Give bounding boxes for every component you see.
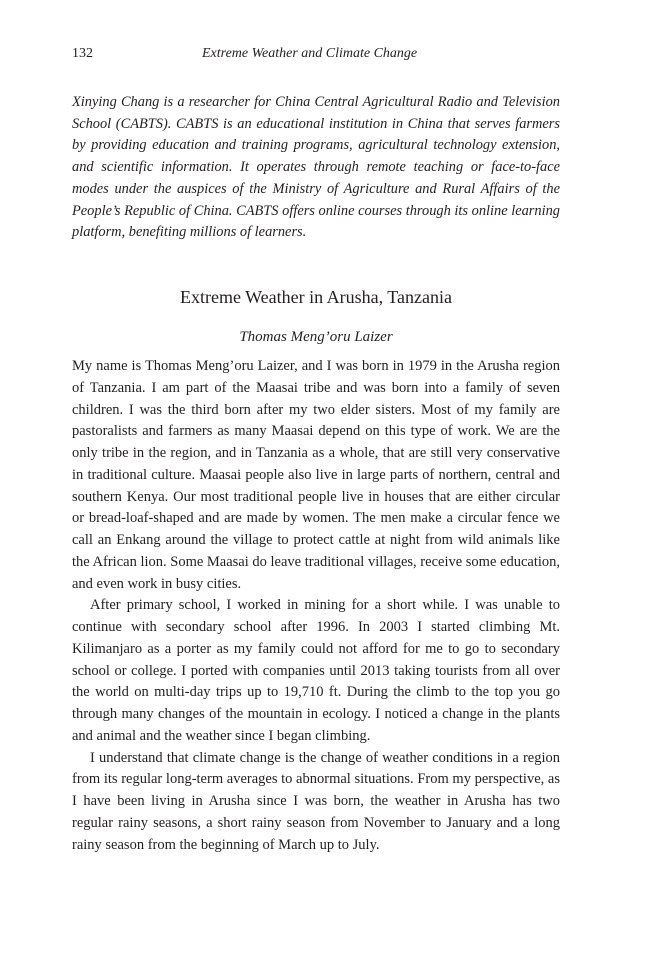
contributor-bio: Xinying Chang is a researcher for China Central Agricultural Radio and Television School (CABTS). CABTS is an educational institution in China that serves farmers by providing education and training programs, agricultural technology extension, and scientific information. It operates through remote teaching or face-to-face modes under the auspices of the Ministry of Agriculture and Rural Affairs of the People’s Republic of China. CABTS offers online courses through its online learning platform, benefiting millions of learners. (72, 94, 560, 241)
body-paragraph: After primary school, I worked in mining for a short while. I was unable to continue with secondary school after 1996. In 2003 I started climbing Mt. Kilimanjaro as a porter as my family could not afford for me to go to secondary school or college. I ported with companies until 2013 taking tourists from all over the world on multi-day trips up to 19,710 ft. During the climb to the top you go through many changes of the mountain in ecology. I noticed a change in the plants and animal and the weather since I began climbing. (72, 597, 560, 744)
running-title: Extreme Weather and Climate Change (202, 46, 418, 61)
article-author: Thomas Meng’oru Laizer (239, 329, 393, 345)
body-paragraph: I understand that climate change is the change of weather conditions in a region from its regular long-term averages to abnormal situations. From my perspective, as I have been living in Arusha since I was born, the weather in Arusha has two regular rainy seasons, a short rainy season from November to January and a long rainy season from the beginning of March up to July. (72, 749, 560, 853)
running-head (72, 46, 560, 66)
body-paragraph: My name is Thomas Meng’oru Laizer, and I was born in 1979 in the Arusha region of Tanzania. I am part of the Maasai tribe and was born into a family of seven children. I was the third born after my two elder sisters. Most of my family are pastoralists and farmers as many Maasai depend on this type of work. We are the only tribe in the region, and in Tanzania as a whole, that are still very conservative in traditional culture. Maasai people also live in large parts of northern, central and southern Kenya. Our most traditional people live in houses that are either circular or bread-loaf-shaped and are made by women. The men make a circular fence we call an Enkang around the village to protect cattle at night from wild animals like the African lion. Some Maasai do leave traditional villages, receive some education, and even work in busy cities. (72, 358, 561, 592)
page-number: 132 (72, 46, 93, 61)
article-title: Extreme Weather in Arusha, Tanzania (179, 287, 453, 307)
article-body (72, 356, 560, 856)
